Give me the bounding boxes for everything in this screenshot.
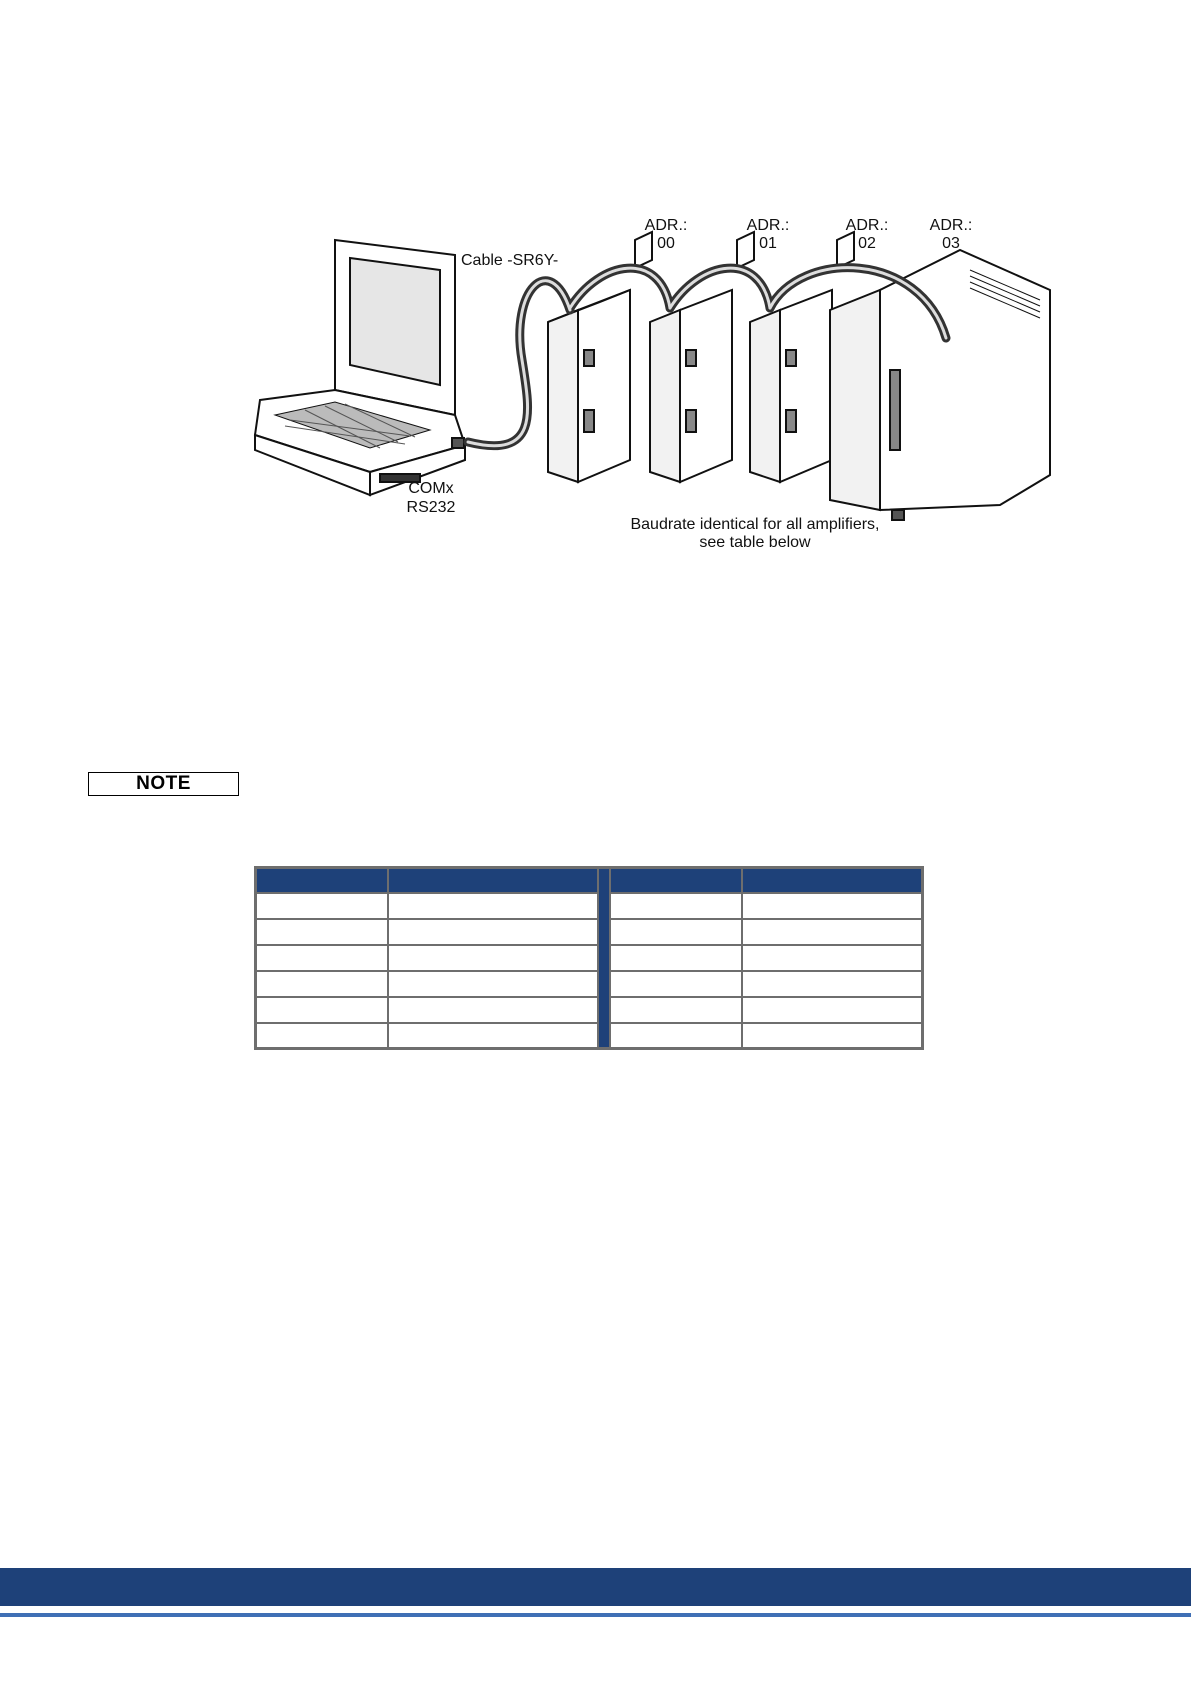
table-cell [256, 997, 388, 1023]
laptop-icon [255, 240, 465, 495]
table-cell [610, 997, 742, 1023]
table-separator [598, 868, 610, 1049]
table-cell [610, 893, 742, 919]
adr-value-01: 01 [759, 235, 777, 252]
table-cell [388, 893, 598, 919]
adr-value-02: 02 [858, 235, 876, 252]
table-cell [256, 971, 388, 997]
table-cell [388, 997, 598, 1023]
table-row [256, 945, 923, 971]
table-cell [388, 1023, 598, 1049]
footer-rule [0, 1613, 1191, 1617]
note-badge: NOTE [88, 772, 239, 796]
adr-label-00: ADR.: [644, 217, 688, 234]
table-row [256, 997, 923, 1023]
table-header-row [256, 868, 923, 893]
multidrop-connection-illustration [240, 210, 1060, 560]
table-cell [610, 971, 742, 997]
caption-line-2: see table below [699, 534, 811, 551]
table-cell [610, 1023, 742, 1049]
table-cell [256, 945, 388, 971]
adr-label-02: ADR.: [845, 217, 889, 234]
table-cell [388, 971, 598, 997]
table-cell [388, 945, 598, 971]
table-cell [256, 1023, 388, 1049]
table-header-cell [742, 868, 923, 893]
adr-value-03: 03 [942, 235, 960, 252]
caption-line-1: Baudrate identical for all amplifiers, [630, 516, 880, 533]
wiring-diagram [240, 210, 1060, 560]
adr-value-00: 00 [657, 235, 675, 252]
table-cell [742, 893, 923, 919]
adr-label-03: ADR.: [929, 217, 973, 234]
table-cell [610, 945, 742, 971]
table-cell [256, 919, 388, 945]
amplifier-03 [830, 250, 1050, 520]
adr-label-01: ADR.: [746, 217, 790, 234]
table-cell [610, 919, 742, 945]
port-label-com: COMx [408, 480, 454, 497]
table-header-cell [388, 868, 598, 893]
table-header-cell [610, 868, 742, 893]
table-row [256, 1023, 923, 1049]
port-label-rs232: RS232 [406, 499, 456, 516]
table-cell [742, 997, 923, 1023]
table-cell [742, 1023, 923, 1049]
table-header-cell [256, 868, 388, 893]
cable-label: Cable -SR6Y- [461, 252, 559, 269]
baudrate-table [254, 866, 924, 1050]
footer-band [0, 1568, 1191, 1606]
table-row [256, 893, 923, 919]
table-cell [256, 893, 388, 919]
table-row [256, 971, 923, 997]
table-cell [742, 971, 923, 997]
table-cell [388, 919, 598, 945]
table-row [256, 919, 923, 945]
table-cell [742, 919, 923, 945]
table-cell [742, 945, 923, 971]
